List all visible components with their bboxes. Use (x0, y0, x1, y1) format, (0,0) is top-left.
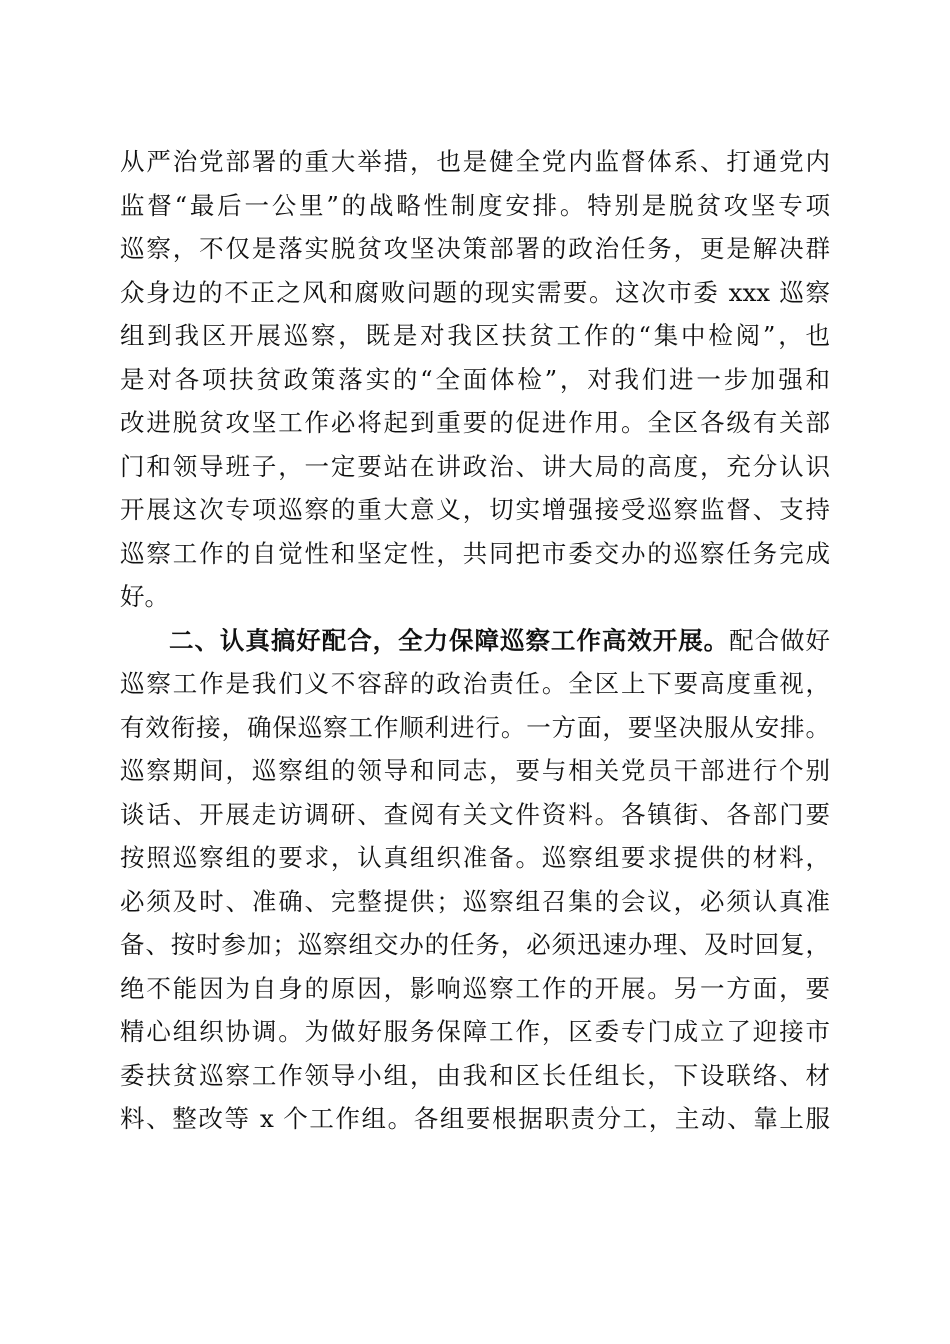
section-heading-line (120, 619, 830, 663)
paragraph-line: 谈话、开展走访调研、查阅有关文件资料。各镇街、各部门要 (120, 799, 830, 829)
paragraph-line: 组到我区开展巡察，既是对我区扶贫工作的“集中检阅”，也 (120, 321, 830, 350)
paragraph-line: 按照巡察组的要求，认真组织准备。巡察组要求提供的材料， (120, 843, 830, 872)
paragraph-line: 委扶贫巡察工作领导小组，由我和区长任组长，下设联络、材 (120, 1060, 830, 1090)
paragraph-line: 有效衔接，确保巡察工作顺利进行。一方面，要坚决服从安排。 (120, 712, 830, 742)
paragraph-line: 监督“最后一公里”的战略性制度安排。特别是脱贫攻坚专项 (120, 190, 830, 220)
paragraph-line: 必须及时、准确、完整提供；巡察组召集的会议，必须认真准 (120, 886, 830, 916)
paragraph-line: 众身边的不正之风和腐败问题的现实需要。这次市委 xxx 巡察 (120, 277, 830, 307)
section-heading-rest: 配合做好 (729, 625, 831, 655)
paragraph-line: 巡察，不仅是落实脱贫攻坚决策部署的政治任务，更是解决群 (120, 234, 830, 263)
paragraph-line: 开展这次专项巡察的重大意义，切实增强接受巡察监督、支持 (120, 495, 830, 524)
paragraph-line: 巡察工作是我们义不容辞的政治责任。全区上下要高度重视， (120, 669, 830, 698)
paragraph-line: 巡察期间，巡察组的领导和同志，要与相关党员干部进行个别 (120, 756, 830, 785)
paragraph-line: 门和领导班子，一定要站在讲政治、讲大局的高度，充分认识 (120, 451, 830, 481)
paragraph-line: 精心组织协调。为做好服务保障工作，区委专门成立了迎接市 (120, 1017, 830, 1046)
paragraph-line: 是对各项扶贫政策落实的“全面体检”，对我们进一步加强和 (120, 364, 830, 394)
section-heading: 二、认真搞好配合，全力保障巡察工作高效开展。 (169, 625, 730, 655)
paragraph-line: 料、整改等 x 个工作组。各组要根据职责分工，主动、靠上服 (120, 1104, 830, 1133)
paragraph-line: 绝不能因为自身的原因，影响巡察工作的开展。另一方面，要 (120, 973, 830, 1003)
paragraph-line: 改进脱贫攻坚工作必将起到重要的促进作用。全区各级有关部 (120, 408, 830, 437)
paragraph-line: 巡察工作的自觉性和坚定性，共同把市委交办的巡察任务完成 (120, 538, 830, 568)
body-text (120, 140, 830, 1141)
paragraph-line: 好。 (120, 582, 169, 611)
paragraph-line: 备、按时参加；巡察组交办的任务，必须迅速办理、及时回复， (120, 930, 830, 959)
paragraph-line: 从严治党部署的重大举措，也是健全党内监督体系、打通党内 (120, 147, 830, 176)
